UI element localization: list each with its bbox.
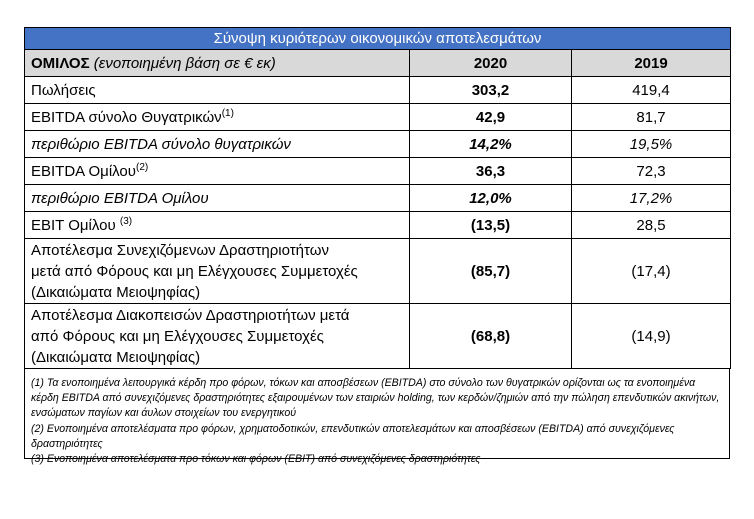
row-label: EBITDA Ομίλου (31, 162, 136, 180)
value-2019: 72,3 (572, 158, 731, 185)
value-2019: 28,5 (572, 212, 731, 239)
value-2019: 419,4 (572, 77, 731, 104)
footnote-ref: (3) (119, 215, 133, 227)
row-label-cell (25, 158, 410, 185)
table-row (25, 158, 731, 185)
row-label: περιθώριο EBITDA Ομίλου (25, 185, 410, 212)
value-2019: 19,5% (572, 131, 731, 158)
value-2020: 12,0% (410, 185, 572, 212)
row-label-line: Αποτέλεσμα Συνεχιζόμενων Δραστηριοτήτων (31, 241, 329, 259)
table-row (25, 104, 731, 131)
year-2019-header: 2019 (572, 50, 731, 77)
value-2020: 14,2% (410, 131, 572, 158)
row-label: EBITDA σύνολο Θυγατρικών (31, 108, 222, 126)
value-2020: 303,2 (410, 77, 572, 104)
value-2020: (13,5) (410, 212, 572, 239)
financial-summary (24, 27, 730, 466)
table-row (25, 131, 731, 158)
table-header-row (25, 50, 731, 77)
footnote-3: (3) Ενοποιημένα αποτελέσματα προ τόκων και φόρων (EBIT) από συνεχιζόμενες δραστηριότητες (31, 453, 481, 466)
row-label: Πωλήσεις (25, 77, 410, 104)
row-label-line: (Δικαιώματα Μειοψηφίας) (31, 283, 201, 301)
value-2020: (68,8) (410, 304, 572, 369)
basis-note: (ενοποιημένη βάση σε € εκ) (89, 54, 276, 72)
value-2019: 81,7 (572, 104, 731, 131)
value-2020: 36,3 (410, 158, 572, 185)
footnotes (24, 369, 730, 466)
table-row (25, 304, 731, 369)
value-2020: (85,7) (410, 239, 572, 304)
results-table (24, 27, 731, 369)
group-header-cell (25, 50, 410, 77)
group-label: ΟΜΙΛΟΣ (31, 54, 90, 72)
row-label-line: Αποτέλεσμα Διακοπεισών Δραστηριοτήτων μετά (31, 306, 350, 324)
row-label-cell (25, 239, 410, 304)
footnote-ref: (1) (221, 107, 234, 119)
footnote-ref: (2) (135, 161, 149, 173)
row-label-cell (25, 104, 410, 131)
value-2019: (17,4) (572, 239, 731, 304)
row-label: EBIT Ομίλου (31, 216, 120, 234)
footnote-2: (2) Ενοποιημένα αποτελέσματα προ φόρων, χρηματοδοτικών, επενδυτικών αποτελεσμάτων και αποσβέσεων (EBITDA) από συνεχιζόμενες δραστηριότητες (31, 422, 675, 450)
value-2019: 17,2% (572, 185, 731, 212)
table-title-row (25, 28, 731, 50)
value-2019: (14,9) (572, 304, 731, 369)
footnote-1: (1) Τα ενοποιημένα λειτουργικά κέρδη προ φόρων, τόκων και αποσβέσεων (EBITDA) στο σύνολο των θυγατρικών ορίζονται ως τα ενοποιημένα κέρδη EBITDA από συνεχιζόμενες δραστηριότητες εξαιρουμένων των εταιριών holding, των κερδών/ζημιών από την πώληση επενδυτικών ακινήτων, ενσώματων παγίων και άυλων στοιχείων του ενεργητικού (31, 377, 720, 420)
table-row (25, 239, 731, 304)
row-label-line: από Φόρους και μη Ελέγχουσες Συμμετοχές (31, 327, 324, 345)
table-row (25, 77, 731, 104)
row-label-line: (Δικαιώματα Μειοψηφίας) (31, 348, 201, 366)
row-label: περιθώριο EBITDA σύνολο θυγατρικών (25, 131, 410, 158)
row-label-line: μετά από Φόρους και μη Ελέγχουσες Συμμετοχές (31, 262, 358, 280)
row-label-cell (25, 304, 410, 369)
table-row (25, 212, 731, 239)
year-2020-header: 2020 (410, 50, 572, 77)
table-row (25, 185, 731, 212)
row-label-cell (25, 212, 410, 239)
value-2020: 42,9 (410, 104, 572, 131)
table-title: Σύνοψη κυριότερων οικονομικών αποτελεσμάτων (25, 28, 731, 50)
